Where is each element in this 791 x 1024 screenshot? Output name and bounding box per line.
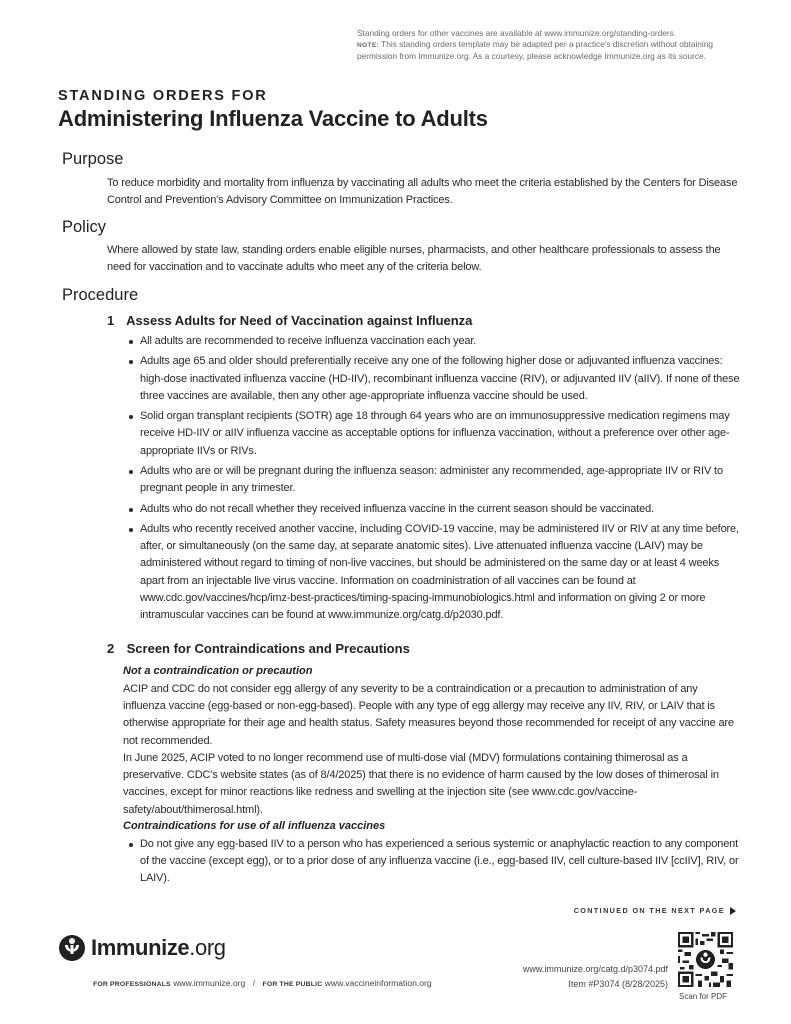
step-2-title <box>107 641 410 656</box>
continued-text: CONTINUED ON THE NEXT PAGE <box>573 906 725 915</box>
standing-orders-link-note: Standing orders for other vaccines are available at www.immunize.org/standing-orders. <box>357 28 677 38</box>
policy-text: Where allowed by state law, standing orders enable eligible nurses, pharmacists, and other healthcare professionals to assess the need for vaccination and to vaccinate adults who meet any of the criteria below. <box>107 244 721 274</box>
contraindications-subhead: Contraindications for use of all influenza vaccines <box>123 820 386 832</box>
purpose-text: To reduce morbidity and mortality from influenza by vaccinating all adults who meet the criteria established by the Centers for Disease Control and Prevention's Advisory Committee on Immunization Practices. <box>107 177 738 207</box>
not-contraindication-subhead: Not a contraindication or precaution <box>123 665 313 677</box>
logo-wordmark: Immunize.org <box>91 935 226 960</box>
professionals-label: FOR PROFESSIONALS <box>93 981 171 988</box>
step-2-bullet-list <box>128 836 740 891</box>
step-2-title-text: Screen for Contraindications and Precautions <box>126 641 410 656</box>
procedure-heading: Procedure <box>62 286 139 304</box>
list-item: Do not give any egg-based IIV to a person who has experienced a serious systemic or anaphylactic reaction to any component of the vaccine (except egg), or to a prior dose of any influenza vaccine (i.e., egg-based IIV, cell culture-based IIV [ccIIV], RIV, or LAIV). <box>128 836 740 888</box>
list-item: Adults age 65 and older should preferentially receive any one of the following higher dose or adjuvanted influenza vaccines: high-dose inactivated influenza vaccine (HD-IIV), recombinant influenza vaccine (RIV), or adjuvanted IIV (aIIV). If none of these three vaccines are available, then any other age-appropriate influenza vaccine should be used. <box>128 353 740 405</box>
item-number: Item #P3074 (8/28/2025) <box>568 979 668 989</box>
footer-links <box>93 978 432 988</box>
policy-heading: Policy <box>62 218 107 236</box>
item-info <box>523 962 668 992</box>
list-item: Adults who are or will be pregnant during the influenza season: administer any recommended, age-appropriate IIV or RIV to pregnant people in any trimester. <box>128 463 740 497</box>
list-item: Adults who do not recall whether they received influenza vaccine in the current season should be vaccinated. <box>128 501 740 518</box>
qr-caption: Scan for PDF <box>679 992 728 1001</box>
immunize-logo[interactable] <box>58 934 226 962</box>
thimerosal-paragraph: In June 2025, ACIP voted to no longer recommend use of multi-dose vial (MDV) formulations containing thimerosal as a preservative. CDC's website states (as of 8/4/2025) that there is no evidence of harm caused by the low doses of thimerosal in vaccines, except for minor reactions like redness and swelling at the injection site (see www.cdc.gov/vaccine-safety/about/thimerosal.html). <box>123 752 719 816</box>
page-title: Administering Influenza Vaccine to Adults <box>58 106 488 131</box>
triangle-right-icon <box>730 907 736 915</box>
public-label: FOR THE PUBLIC <box>262 981 323 988</box>
step-2-number: 2 <box>107 641 115 656</box>
step-1-bullet-list <box>128 333 740 627</box>
qr-code-icon[interactable] <box>678 932 733 987</box>
note-text: This standing orders template may be adapted per a practice's discretion without obtaining permission from Immunize.org. As a courtesy, please acknowledge Immunize.org as its source. <box>357 38 713 62</box>
template-note <box>357 39 737 62</box>
egg-allergy-paragraph: ACIP and CDC do not consider egg allergy of any severity to be a contraindication or a precaution to administration of any influenza vaccine (egg-based or non-egg-based). People with any type of egg allergy may receive any IIV, RIV, or LAIV that is otherwise appropriate for their age and health status. Safety measures beyond those recommended for receipt of any vaccine are not recommended. <box>123 683 734 747</box>
pdf-link[interactable]: www.immunize.org/catg.d/p3074.pdf <box>522 964 668 974</box>
list-item: Solid organ transplant recipients (SOTR) age 18 through 64 years who are on immunosuppressive medication regimens may receive HD-IIV or aIIV influenza vaccine as acceptable options for influenza vaccination, without a preference over other age-appropriate IIVs or RIVs. <box>128 408 740 460</box>
list-item: All adults are recommended to receive influenza vaccination each year. <box>128 333 740 350</box>
purpose-heading: Purpose <box>62 150 124 168</box>
top-note <box>357 28 737 62</box>
list-item: Adults who recently received another vaccine, including COVID-19 vaccine, may be administered IIV or RIV at any time before, after, or simultaneously (on the same day, at separate anatomic sites). Live attenuated influenza vaccine (LAIV) may be administered without regard to timing of non-live vaccines, but should be administered on the same day or at least 4 weeks apart from an injectable live virus vaccine. Information on coadministration of all vaccines can be found at www.cdc.gov/vaccines/hcp/imz-best-practices/timing-spacing-immunobiologics.html and information on giving 2 or more intramuscular vaccines can be found at www.immunize.org/catg.d/p2030.pdf. <box>128 521 740 624</box>
public-link[interactable]: www.vaccineinformation.org <box>324 978 432 988</box>
step-1-number: 1 <box>107 313 115 328</box>
immunize-logo-icon <box>58 934 86 962</box>
continued-indicator <box>574 906 736 915</box>
professionals-link[interactable]: www.immunize.org <box>173 978 246 988</box>
document-kicker: STANDING ORDERS FOR <box>58 88 268 104</box>
note-label: NOTE: <box>357 41 380 49</box>
step-1-title <box>107 313 472 328</box>
step-1-title-text: Assess Adults for Need of Vaccination against Influenza <box>126 313 473 328</box>
separator: / <box>252 978 256 988</box>
